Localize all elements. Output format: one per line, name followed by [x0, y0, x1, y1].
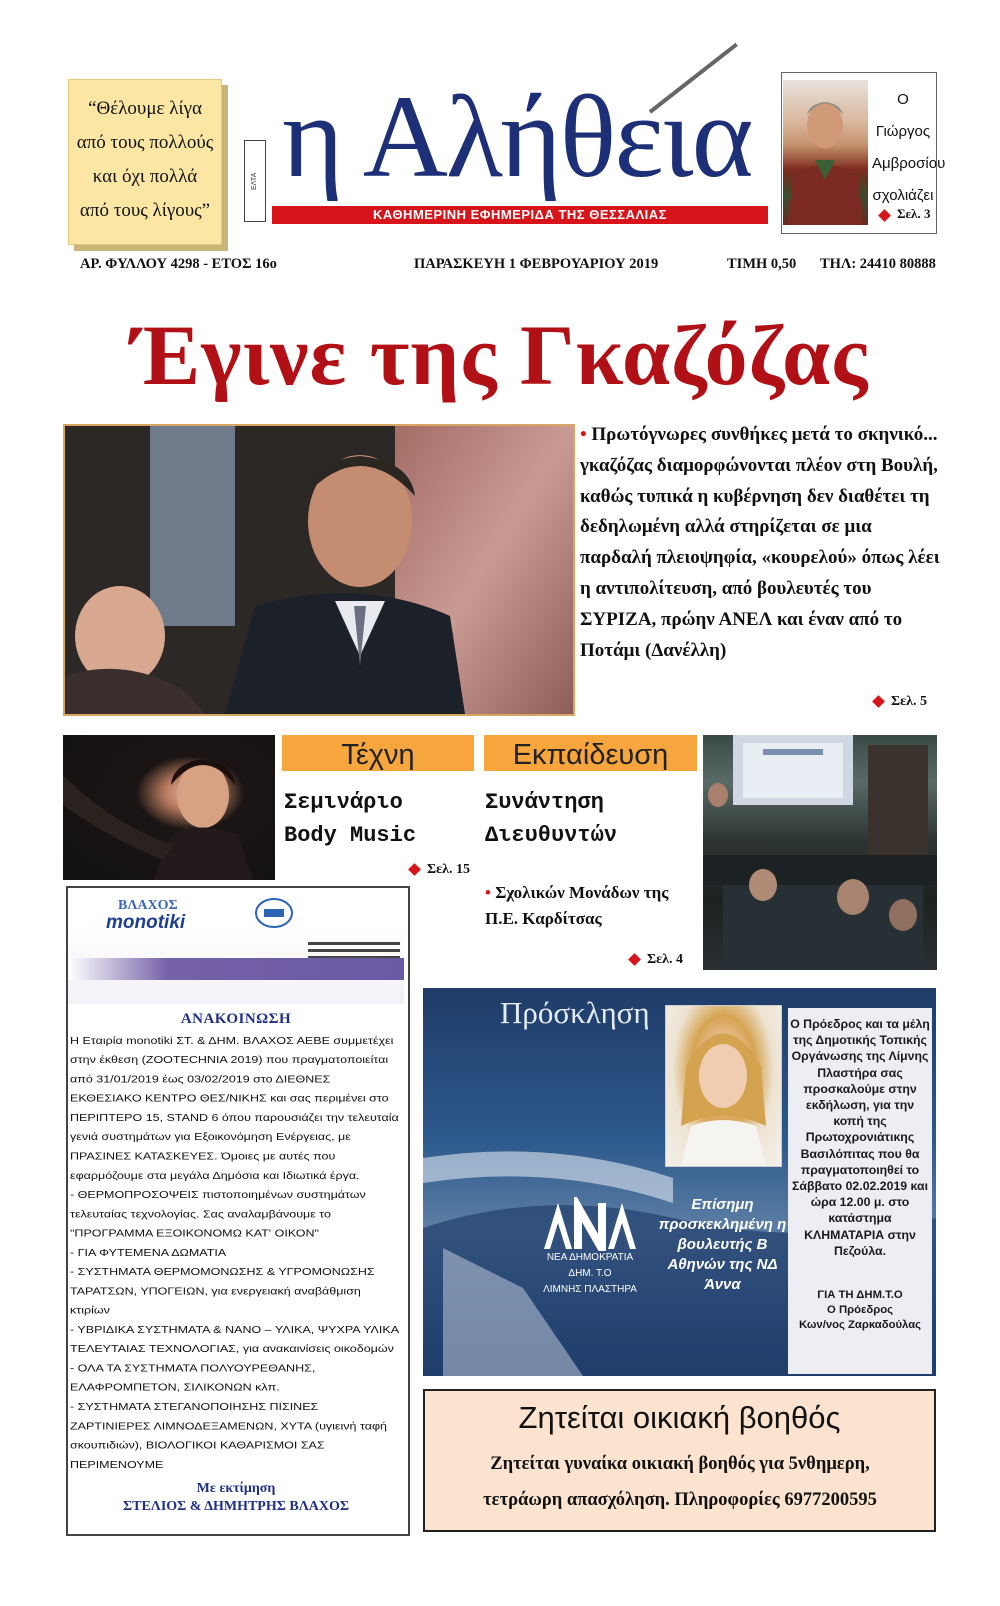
classified-line: Ζητείται γυναίκα οικιακή βοηθός για 5νθημερη,: [490, 1454, 870, 1474]
page-ref-text: Σελ. 15: [427, 862, 471, 877]
main-story-page-ref[interactable]: [874, 694, 927, 710]
diamond-icon: [872, 695, 885, 708]
invitation-sign-line: ΓΙΑ ΤΗ ΔΗΜ.Τ.Ο: [817, 1289, 903, 1301]
invitation-guest-photo: [665, 1005, 782, 1167]
ad-paragraph: - ΓΙΑ ΦΥΤΕΜΕΝΑ ΔΩΜΑΤΙΑ: [70, 1247, 227, 1259]
nd-text-line: ΔΗΜ. Τ.Ο: [568, 1268, 612, 1279]
education-page-ref[interactable]: [630, 952, 683, 968]
ad-paragraph: - ΘΕΡΜΟΠΡΟΣΟΨΕΙΣ πιστοποιημένων συστημάτων τελευταίας τεχνολογίας. Σας αναλαμβάνουμε το "ΠΡΟΓΡΑΜΜΑ ΕΞΟΙΚΟΝΟΜΩ ΚΑΤ' ΟΙΚΟΝ": [70, 1189, 366, 1239]
ad-signature: [66, 1480, 406, 1516]
quote-line: “Θέλουμε λίγα: [88, 98, 202, 119]
ad-ribbon: [68, 958, 404, 980]
classified-title: Ζητείται οικιακή βοηθός: [518, 1400, 841, 1435]
phone-number: ΤΗΛ: 24410 80888: [820, 256, 936, 272]
ad-heading: ΑΝΑΚΟΙΝΩΣΗ: [180, 1011, 292, 1027]
invitation-signature: [790, 1288, 930, 1333]
ad-logo-top: ΒΛΑΧΟΣ: [118, 898, 178, 913]
ad-paragraph: - ΥΒΡΙΔΙΚΑ ΣΥΣΤΗΜΑΤΑ & ΝΑΝΟ – ΥΛΙΚΑ, ΨΥΧΡΑ ΥΛΙΚΑ ΤΕΛΕΥΤΑΙΑΣ ΤΕΧΝΟΛΟΓΙΑΣ, για ανακαινίσεις οικοδομών: [70, 1324, 399, 1355]
section-tab-education[interactable]: Εκπαίδευση: [484, 735, 697, 771]
main-story-body: Πρωτόγνωρες συνθήκες μετά το σκηνικό... γκαζόζας διαμορφώνονται πλέον στη Βουλή, καθώς τυπικά η κυβέρνηση δεν διαθέτει τη δεδηλωμένη αλλά στηρίζεται σε μια παρδαλή πλειοψηφία, «κουρελού» όπως λέει η αντιπολίτευση, από βουλευτές του ΣΥΡΙΖΑ, πρώην ΑΝΕΛ και έναν από το Ποτάμι (Δανέλλη): [580, 424, 940, 661]
invitation-title: Πρόσκληση: [500, 995, 650, 1030]
education-story-photo[interactable]: [703, 735, 937, 970]
ad-logo-main: monotiki: [106, 912, 186, 933]
ad-paragraph: Η Εταιρία monotiki ΣΤ. & ΔΗΜ. ΒΛΑΧΟΣ ΑΕΒΕ συμμετέχει στην έκθεση (ZOOTECHNIA 2019) που πραγματοποιείται από 31/01/2019 έως 03/02/2019 στο ΔΙΕΘΝΕΣ ΕΚΘΕΣΙΑΚΟ ΚΕΝΤΡΟ ΘΕΣ/ΝΙΚΗΣ και σας περιμένει στο ΠΕΡΙΠΤΕΡΟ 15, STAND 6 όπου παρουσιάζει την τελευταία γενιά συστημάτων για Εξοικονόμηση Ενέργειας, με ΠΡΑΣΙΝΕΣ ΚΑΤΑΣΚΕΥΕΣ. Όμοιες με αυτές που εφαρμόζουμε στα μεγάλα Δημόσια και Ιδιωτικά έργα.: [70, 1035, 399, 1182]
masthead-quote-box: [68, 79, 222, 245]
nd-party-text: [520, 1250, 660, 1298]
diamond-icon: [628, 953, 641, 966]
issue-date: ΠΑΡΑΣΚΕΥΗ 1 ΦΕΒΡΟΥΑΡΙΟΥ 2019: [414, 256, 659, 272]
invitation-sign-line: Ο Πρόεδρος: [827, 1304, 893, 1316]
tuv-certification-icon: [254, 896, 294, 930]
issue-number: ΑΡ. ΦΥΛΛΟΥ 4298 - ΕΤΟΣ 16ο: [80, 256, 277, 272]
art-page-ref[interactable]: [410, 862, 470, 878]
advertisement-banner: [68, 888, 404, 1004]
postage-badge: ΕΛΤΑ: [244, 140, 266, 222]
ad-paragraph: - ΣΥΣΤΗΜΑΤΑ ΣΤΕΓΑΝΟΠΟΙΗΣΗΣ ΠΙΣΙΝΕΣ ΖΑΡΤΙΝΙΕΡΕΣ ΛΙΜΝΟΔΕΞΑΜΕΝΩΝ, ΧΥΤΑ (υγιεινή ταφή σκουπιδιών), ΒΙΟΛΟΓΙΚΟΙ ΚΑΘΑΡΙΣΜΟΙ ΣΑΣ ΠΕΡΙΜΕΝΟΥΜΕ: [70, 1401, 388, 1471]
quote-line: από τους πολλούς: [76, 132, 214, 153]
art-story-photo[interactable]: [63, 735, 275, 880]
columnist-line: Ο Γιώργος: [875, 91, 931, 140]
page-ref-text: Σελ. 4: [647, 952, 684, 967]
issue-price: ΤΙΜΗ 0,50: [727, 256, 797, 272]
quote-line: από τους λίγους”: [79, 200, 211, 221]
diamond-icon: [878, 209, 891, 222]
columnist-page-ref[interactable]: [880, 206, 930, 222]
ad-sign-line: ΣΤΕΛΙΟΣ & ΔΗΜΗΤΡΗΣ ΒΛΑΧΟΣ: [122, 1499, 350, 1514]
diamond-icon: [408, 863, 421, 876]
nd-party-logo: [542, 1197, 638, 1251]
art-title-line: Σεμινάριο: [284, 790, 403, 815]
classified-body: [430, 1446, 930, 1518]
bullet-icon: •: [580, 424, 587, 445]
education-title-line: Διευθυντών: [485, 823, 618, 848]
ad-body: [70, 1031, 401, 1474]
section-tab-art[interactable]: Τέχνη: [282, 735, 474, 771]
invitation-caption: Επίσημη προσκεκλημένη η βουλευτής Β Αθηνών της ΝΔ Άννα: [658, 1196, 787, 1293]
newspaper-subtitle: ΚΑΘΗΜΕΡΙΝΗ ΕΦΗΜΕΡΙΔΑ ΤΗΣ ΘΕΣΣΑΛΙΑΣ: [272, 206, 768, 224]
education-subtitle-text: Σχολικών Μονάδων της Π.Ε. Καρδίτσας: [485, 883, 669, 928]
columnist-line: σχολιάζει: [872, 187, 934, 204]
columnist-name: [872, 84, 946, 212]
page-ref-text: Σελ. 3: [897, 206, 931, 221]
education-title-line: Συνάντηση: [485, 790, 604, 815]
columnist-line: Αμβροσίου: [872, 155, 946, 172]
education-story-title[interactable]: [485, 786, 695, 852]
classified-line: τετράωρη απασχόληση. Πληροφορίες 6977200595: [483, 1490, 877, 1510]
art-title-line: Body Music: [284, 823, 417, 848]
nd-text-line: ΛΙΜΝΗΣ ΠΛΑΣΤΗΡΑ: [543, 1284, 637, 1295]
art-story-title[interactable]: [284, 786, 474, 852]
page-ref-text: Σελ. 5: [891, 694, 928, 709]
invitation-body: Ο Πρόεδρος και τα μέλη της Δημοτικής Τοπικής Οργάνωσης της Λίμνης Πλαστήρα σας προσκαλούμε στην εκδήλωση, για την κοπή της Πρωτοχρονιάτικης Βασιλόπιτας που θα πραγματοποιηθεί το Σάββατο 02.02.2019 και ώρα 12.00 μ. στο κατάστημα ΚΛΗΜΑΤΑΡΙΑ στην Πεζούλα.: [790, 1017, 930, 1258]
columnist-photo: [783, 80, 868, 225]
quote-line: και όχι πολλά: [92, 166, 198, 187]
education-subtitle: [485, 880, 705, 932]
main-story-text: [580, 420, 940, 666]
newspaper-title[interactable]: η Αλήθεια: [282, 71, 752, 202]
ad-paragraph: - ΟΛΑ ΤΑ ΣΥΣΤΗΜΑΤΑ ΠΟΛΥΟΥΡΕΘΑΝΗΣ, ΕΛΑΦΡΟΜΠΕΤΟΝ, ΣΙΛΙΚΟΝΩΝ κλπ.: [70, 1362, 316, 1394]
ad-paragraph: - ΣΥΣΤΗΜΑΤΑ ΘΕΡΜΟΜΟΝΩΣΗΣ & ΥΓΡΟΜΟΝΩΣΗΣ ΤΑΡΑΤΣΩΝ, ΥΠΟΓΕΙΩΝ, για ενεργειακή αναβάθμιση κτιρίων: [70, 1266, 375, 1317]
ad-sign-line: Με εκτίμηση: [196, 1481, 276, 1496]
main-story-photo[interactable]: [63, 424, 575, 716]
bullet-icon: •: [485, 883, 491, 902]
nd-text-line: ΝΕΑ ΔΗΜΟΚΡΑΤΙΑ: [546, 1252, 634, 1263]
main-headline[interactable]: Έγινε της Γκαζόζας: [131, 307, 869, 403]
invitation-sign-line: Κων/νος Ζαρκαδούλας: [798, 1319, 922, 1331]
